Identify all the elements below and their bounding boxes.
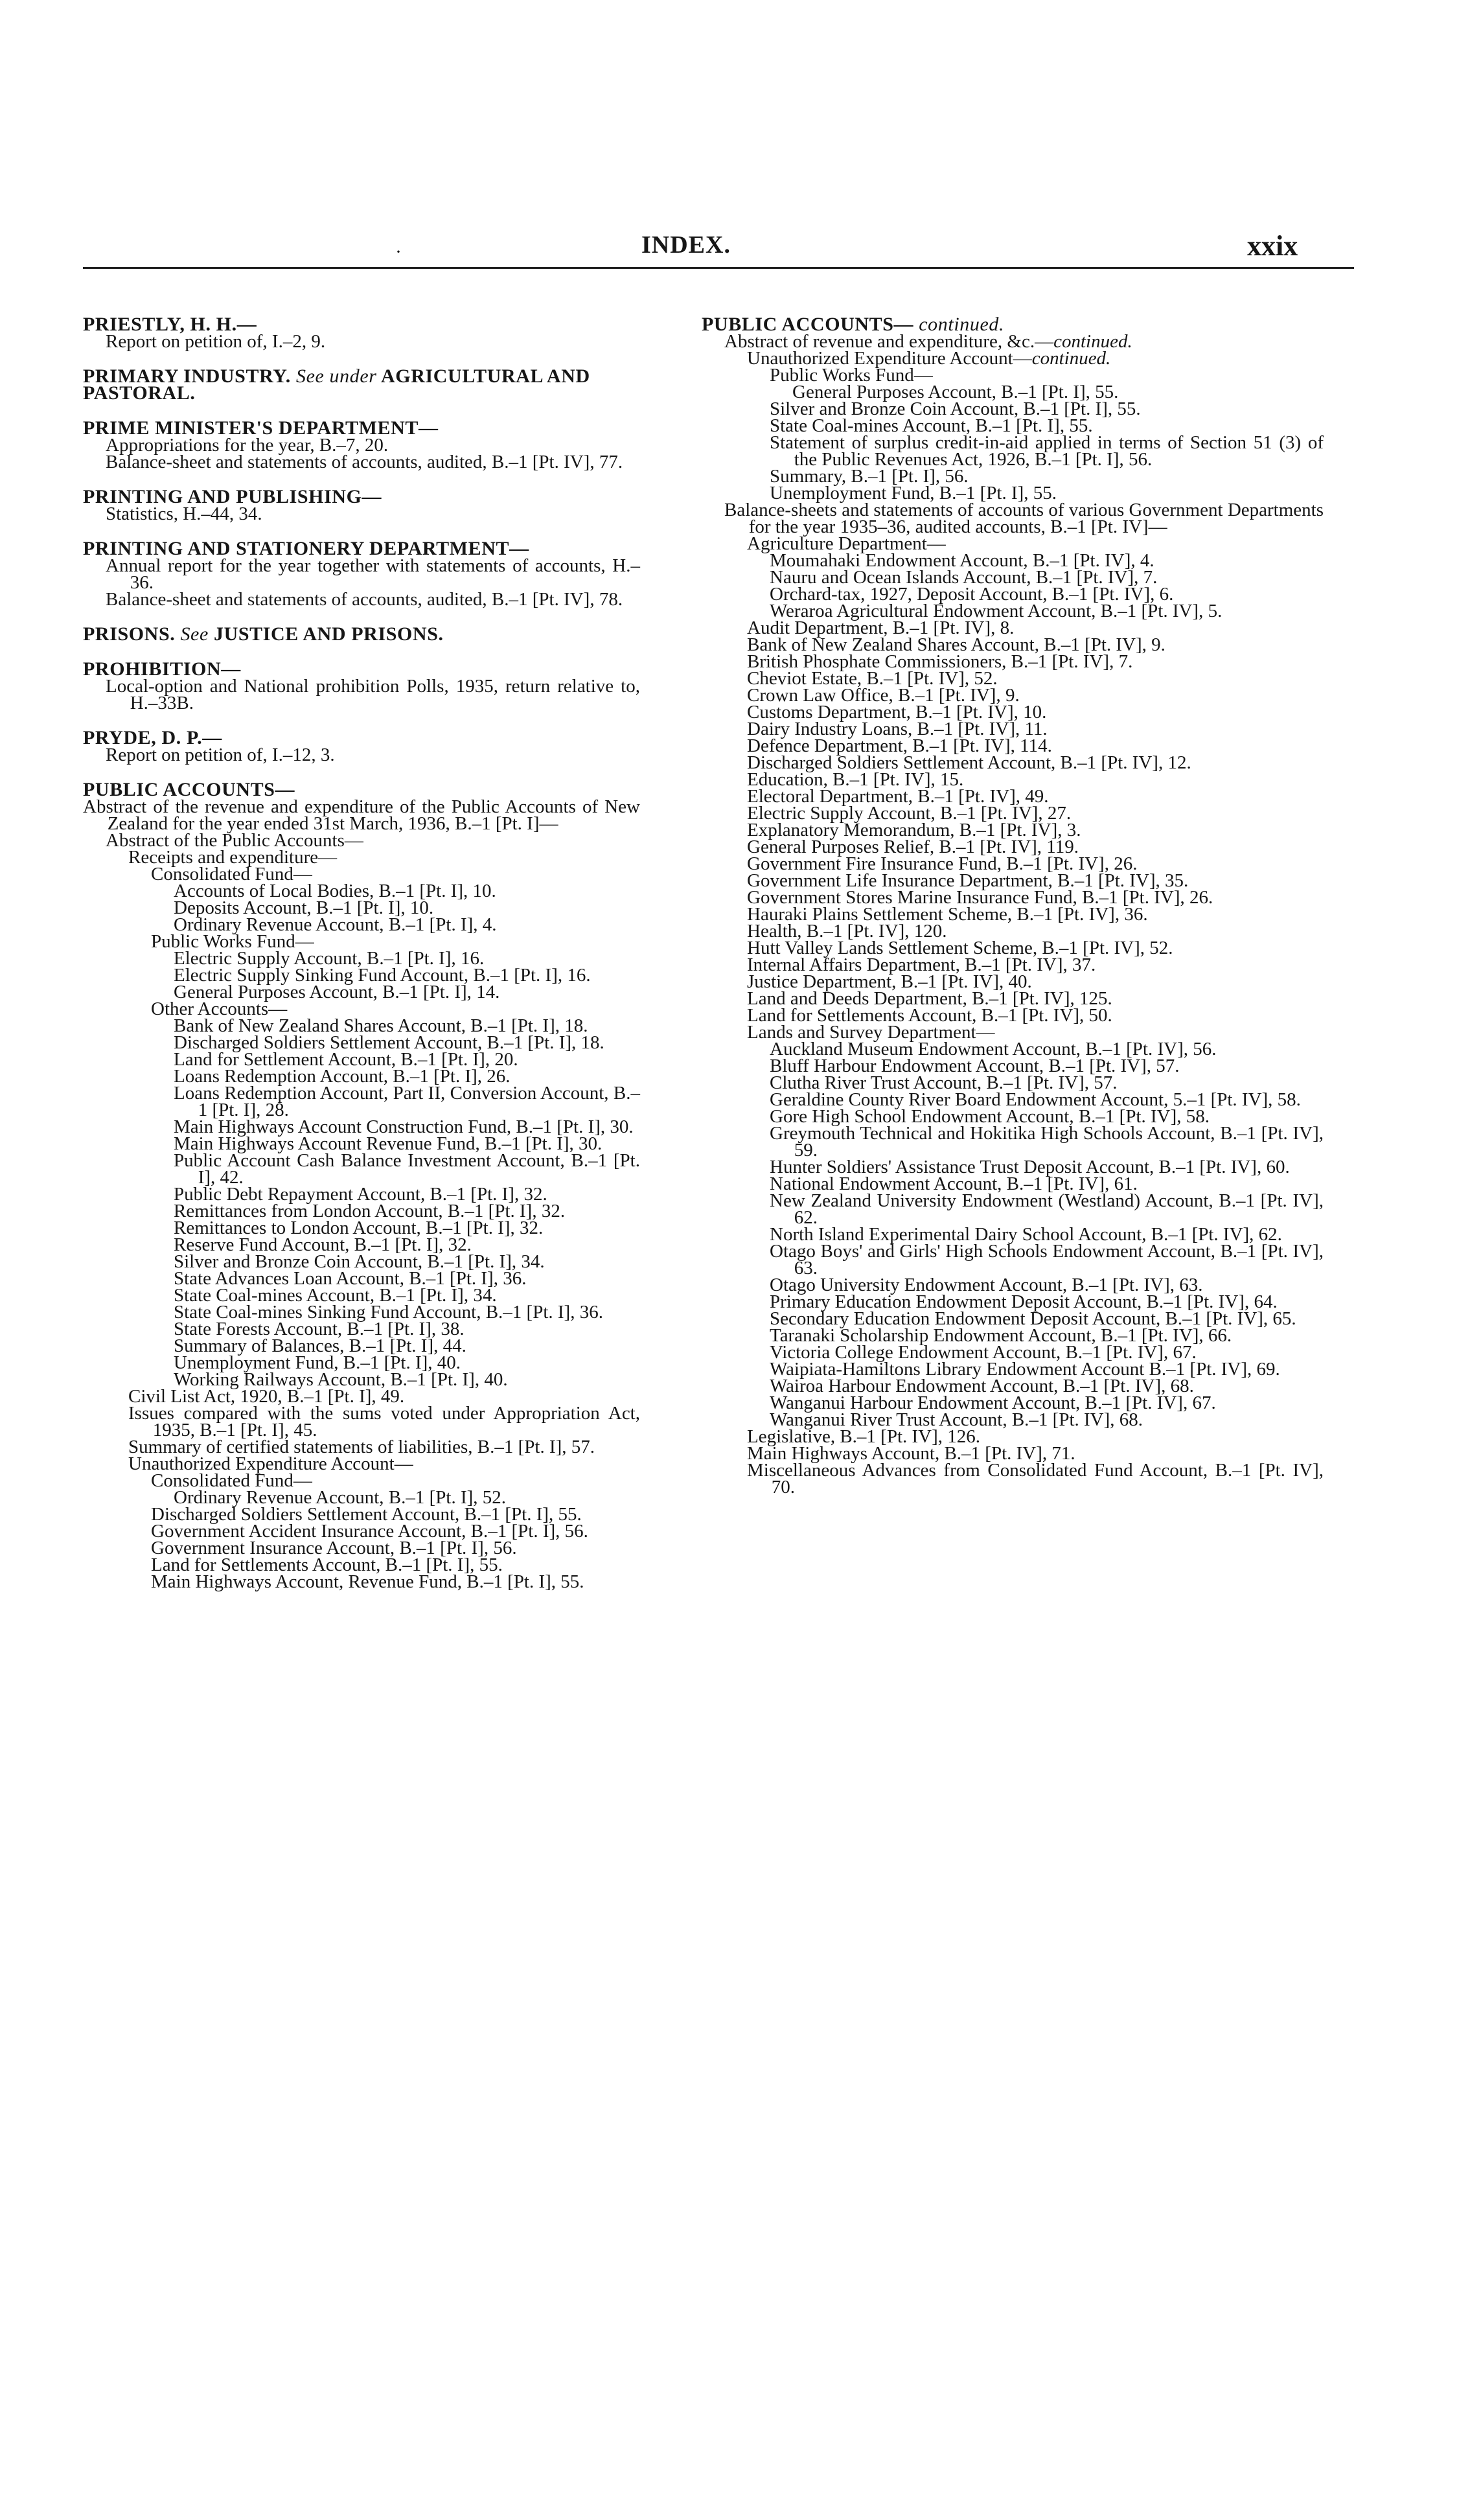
entry-text: Deposits Account, B.–1 [Pt. I], 10. — [174, 897, 434, 918]
entry-text: Bluff Harbour Endowment Account, B.–1 [Pt. IV], 57. — [770, 1056, 1180, 1076]
see-reference: continued. — [919, 314, 1005, 335]
entry-text: Hunter Soldiers' Assistance Trust Deposit Account, B.–1 [Pt. IV], 60. — [770, 1157, 1290, 1177]
index-entry — [770, 1243, 1324, 1277]
entry-text: Electoral Department, B.–1 [Pt. IV], 49. — [747, 786, 1049, 807]
entry-text: Loans Redemption Account, B.–1 [Pt. I], 26. — [174, 1066, 511, 1087]
entry-text: Government Life Insurance Department, B.–1 [Pt. IV], 35. — [747, 870, 1189, 891]
heading-reference: JUSTICE AND PRISONS. — [214, 623, 444, 645]
entry-text: New Zealand University Endowment (Westland) Account, B.–1 [Pt. IV], 62. — [770, 1190, 1324, 1228]
entry-text: Victoria College Endowment Account, B.–1 [Pt. IV], 67. — [770, 1342, 1197, 1363]
entry-text: Balance-sheets and statements of accounts of various Government Departments for the year 1935–36, audited accounts, B.–1 [Pt. IV]— — [724, 500, 1324, 537]
index-entry — [83, 798, 640, 832]
heading-text: PUBLIC ACCOUNTS— — [702, 314, 914, 335]
entry-text: Bank of New Zealand Shares Account, B.–1 [Pt. IV], 9. — [747, 634, 1165, 655]
see-reference: See — [180, 623, 209, 645]
entry-text: Main Highways Account Construction Fund, B.–1 [Pt. I], 30. — [174, 1116, 634, 1137]
entry-text: Balance-sheet and statements of accounts, audited, B.–1 [Pt. IV], 78. — [106, 589, 623, 610]
entry-text: Unemployment Fund, B.–1 [Pt. I], 55. — [770, 483, 1057, 503]
entry-text: Government Insurance Account, B.–1 [Pt. I], 56. — [151, 1538, 517, 1558]
index-entry — [747, 1462, 1324, 1496]
entry-text: Remittances from London Account, B.–1 [Pt. I], 32. — [174, 1201, 566, 1221]
entry-text: Reserve Fund Account, B.–1 [Pt. I], 32. — [174, 1234, 472, 1255]
heading-reference: AGRICULTURAL AND PASTORAL. — [83, 365, 590, 404]
entry-text: North Island Experimental Dairy School Account, B.–1 [Pt. IV], 62. — [770, 1224, 1282, 1245]
entry-text: Government Accident Insurance Account, B.–1 [Pt. I], 56. — [151, 1521, 588, 1542]
index-entry — [770, 1125, 1324, 1159]
entry-text: Ordinary Revenue Account, B.–1 [Pt. I], 52. — [174, 1487, 507, 1508]
heading-text: PUBLIC ACCOUNTS— — [83, 779, 295, 800]
entry-text: Otago University Endowment Account, B.–1 [Pt. IV], 63. — [770, 1275, 1203, 1295]
entry-text: Hauraki Plains Settlement Scheme, B.–1 [Pt. IV], 36. — [747, 904, 1148, 925]
heading-text: PRYDE, D. P.— — [83, 727, 222, 748]
entry-text: Abstract of the revenue and expenditure of the Public Accounts of New Zealand for the year ended 31st March, 1936, B.–1 [Pt. I]— — [83, 796, 640, 834]
entry-text: Ordinary Revenue Account, B.–1 [Pt. I], 4. — [174, 914, 497, 935]
entry-text: Education, B.–1 [Pt. IV], 15. — [747, 769, 964, 790]
see-reference: See under — [296, 365, 377, 387]
entry-text: Electric Supply Account, B.–1 [Pt. IV], 27. — [747, 803, 1072, 824]
entry-text: Electric Supply Account, B.–1 [Pt. I], 16. — [174, 948, 485, 969]
continued-note: continued. — [1053, 331, 1132, 352]
entry-text: Consolidated Fund— — [151, 1470, 312, 1491]
entry-text: State Coal-mines Account, B.–1 [Pt. I], 55. — [770, 415, 1093, 436]
entry-text: Nauru and Ocean Islands Account, B.–1 [Pt. IV], 7. — [770, 567, 1158, 588]
entry-text: Wairoa Harbour Endowment Account, B.–1 [Pt. IV], 68. — [770, 1376, 1194, 1396]
entry-text: State Coal-mines Account, B.–1 [Pt. I], 34. — [174, 1285, 497, 1306]
entry-text: Clutha River Trust Account, B.–1 [Pt. IV], 57. — [770, 1072, 1118, 1093]
index-entry — [106, 454, 640, 470]
entry-text: Summary of certified statements of liabilities, B.–1 [Pt. I], 57. — [128, 1437, 595, 1457]
entry-text: Statistics, H.–44, 34. — [106, 503, 262, 524]
entry-text: Cheviot Estate, B.–1 [Pt. IV], 52. — [747, 668, 998, 689]
entry-text: Bank of New Zealand Shares Account, B.–1 [Pt. I], 18. — [174, 1015, 588, 1036]
entry-text: Audit Department, B.–1 [Pt. IV], 8. — [747, 618, 1015, 638]
entry-text: Unemployment Fund, B.–1 [Pt. I], 40. — [174, 1352, 461, 1373]
heading-text: PRINTING AND PUBLISHING— — [83, 486, 382, 507]
entry-text: Agriculture Department— — [747, 533, 946, 554]
entry-text: Summary, B.–1 [Pt. I], 56. — [770, 466, 969, 487]
index-entry — [770, 434, 1324, 468]
page-number: xxix — [1247, 230, 1298, 262]
entry-text: Remittances to London Account, B.–1 [Pt. I], 32. — [174, 1218, 544, 1238]
entry-text: Wanganui Harbour Endowment Account, B.–1 [Pt. IV], 67. — [770, 1393, 1216, 1413]
entry-text: Main Highways Account Revenue Fund, B.–1 [Pt. I], 30. — [174, 1133, 603, 1154]
entry-text: Abstract of revenue and expenditure, &c.— — [724, 331, 1054, 352]
entry-text: Public Debt Repayment Account, B.–1 [Pt. I], 32. — [174, 1184, 547, 1205]
entry-text: Orchard-tax, 1927, Deposit Account, B.–1 [Pt. IV], 6. — [770, 584, 1174, 605]
heading-text: PROHIBITION— — [83, 658, 241, 680]
entry-text: Receipts and expenditure— — [128, 847, 338, 868]
index-entry — [106, 678, 640, 711]
index-entry — [106, 333, 640, 350]
entry-text: Public Account Cash Balance Investment Account, B.–1 [Pt. I], 42. — [174, 1150, 640, 1188]
entry-text: Civil List Act, 1920, B.–1 [Pt. I], 49. — [128, 1386, 405, 1407]
header-mark: · — [395, 241, 402, 262]
entry-text: Taranaki Scholarship Endowment Account, B.–1 [Pt. IV], 66. — [770, 1325, 1232, 1346]
index-column-right — [702, 316, 1324, 1496]
entry-text: Otago Boys' and Girls' High Schools Endowment Account, B.–1 [Pt. IV], 63. — [770, 1241, 1324, 1278]
index-entry — [770, 1192, 1324, 1226]
index-entry — [106, 746, 640, 763]
entry-text: Loans Redemption Account, Part II, Conversion Account, B.–1 [Pt. I], 28. — [174, 1083, 640, 1120]
entry-text: Health, B.–1 [Pt. IV], 120. — [747, 921, 947, 942]
entry-text: Weraroa Agricultural Endowment Account, B.–1 [Pt. IV], 5. — [770, 601, 1223, 621]
entry-text: Silver and Bronze Coin Account, B.–1 [Pt. I], 34. — [174, 1251, 545, 1272]
entry-text: General Purposes Relief, B.–1 [Pt. IV], 119. — [747, 837, 1079, 857]
entry-text: Land for Settlement Account, B.–1 [Pt. I], 20. — [174, 1049, 518, 1070]
entry-text: National Endowment Account, B.–1 [Pt. IV], 61. — [770, 1173, 1138, 1194]
index-entry — [151, 1573, 640, 1590]
entry-text: Miscellaneous Advances from Consolidated Fund Account, B.–1 [Pt. IV], 70. — [747, 1460, 1324, 1497]
entry-text: Dairy Industry Loans, B.–1 [Pt. IV], 11. — [747, 719, 1048, 739]
entry-text: Unauthorized Expenditure Account— — [128, 1453, 413, 1474]
entry-text: Land for Settlements Account, B.–1 [Pt. I], 55. — [151, 1555, 503, 1575]
index-entry — [174, 1152, 640, 1186]
index-entry — [174, 1085, 640, 1118]
entry-text: Discharged Soldiers Settlement Account, B.–1 [Pt. I], 18. — [174, 1032, 604, 1053]
index-entry — [106, 591, 640, 608]
entry-text: Crown Law Office, B.–1 [Pt. IV], 9. — [747, 685, 1020, 706]
entry-text: Electric Supply Sinking Fund Account, B.–1 [Pt. I], 16. — [174, 965, 591, 986]
header-rule — [83, 267, 1354, 269]
entry-text: Unauthorized Expenditure Account— — [747, 348, 1032, 369]
entry-text: Statement of surplus credit-in-aid applied in terms of Section 51 (3) of the Public Revenues Act, 1926, B.–1 [Pt. I], 56. — [770, 432, 1324, 470]
index-column-left — [83, 316, 640, 1590]
entry-text: Secondary Education Endowment Deposit Account, B.–1 [Pt. IV], 65. — [770, 1308, 1296, 1329]
entry-text: Customs Department, B.–1 [Pt. IV], 10. — [747, 702, 1047, 722]
entry-text: Lands and Survey Department— — [747, 1022, 995, 1043]
index-entry — [724, 502, 1324, 535]
continued-note: continued. — [1031, 348, 1111, 369]
entry-text: Other Accounts— — [151, 999, 288, 1019]
entry-text: Defence Department, B.–1 [Pt. IV], 114. — [747, 735, 1052, 756]
entry-text: Land and Deeds Department, B.–1 [Pt. IV], 125. — [747, 988, 1112, 1009]
entry-text: Government Stores Marine Insurance Fund, B.–1 [Pt. IV], 26. — [747, 887, 1213, 908]
entry-text: Main Highways Account, Revenue Fund, B.–1 [Pt. I], 55. — [151, 1571, 584, 1592]
index-heading — [83, 623, 640, 645]
entry-text: General Purposes Account, B.–1 [Pt. I], 14. — [174, 982, 500, 1002]
entry-text: Hutt Valley Lands Settlement Scheme, B.–1 [Pt. IV], 52. — [747, 938, 1173, 958]
entry-text: Accounts of Local Bodies, B.–1 [Pt. I], 10. — [174, 881, 496, 901]
heading-text: PRISONS. — [83, 623, 176, 645]
entry-text: Public Works Fund— — [151, 931, 314, 952]
heading-text: PRINTING AND STATIONERY DEPARTMENT— — [83, 538, 529, 559]
entry-text: Government Fire Insurance Fund, B.–1 [Pt. IV], 26. — [747, 853, 1138, 874]
entry-text: State Advances Loan Account, B.–1 [Pt. I], 36. — [174, 1268, 527, 1289]
heading-text: PRIMARY INDUSTRY. — [83, 365, 291, 387]
entry-text: Auckland Museum Endowment Account, B.–1 [Pt. IV], 56. — [770, 1039, 1217, 1059]
entry-text: Local-option and National prohibition Polls, 1935, return relative to, H.–33B. — [106, 676, 640, 713]
entry-text: Moumahaki Endowment Account, B.–1 [Pt. IV], 4. — [770, 550, 1154, 571]
index-entry — [106, 557, 640, 591]
entry-text: Abstract of the Public Accounts— — [106, 830, 363, 851]
entry-text: Annual report for the year together with statements of accounts, H.–36. — [106, 555, 640, 593]
entry-text: Land for Settlements Account, B.–1 [Pt. IV], 50. — [747, 1005, 1112, 1026]
entry-text: Silver and Bronze Coin Account, B.–1 [Pt. I], 55. — [770, 399, 1141, 419]
entry-text: Internal Affairs Department, B.–1 [Pt. IV], 37. — [747, 954, 1096, 975]
entry-text: Justice Department, B.–1 [Pt. IV], 40. — [747, 971, 1032, 992]
entry-text: Issues compared with the sums voted under Appropriation Act, 1935, B.–1 [Pt. I], 45. — [128, 1403, 640, 1440]
entry-text: Appropriations for the year, B.–7, 20. — [106, 435, 389, 456]
index-heading — [83, 365, 640, 404]
entry-text: Waipiata-Hamiltons Library Endowment Account B.–1 [Pt. IV], 69. — [770, 1359, 1280, 1380]
entry-text: Primary Education Endowment Deposit Account, B.–1 [Pt. IV], 64. — [770, 1291, 1278, 1312]
entry-text: Balance-sheet and statements of accounts, audited, B.–1 [Pt. IV], 77. — [106, 452, 623, 472]
entry-text: State Forests Account, B.–1 [Pt. I], 38. — [174, 1319, 465, 1339]
entry-text: Geraldine County River Board Endowment Account, 5.–1 [Pt. IV], 58. — [770, 1089, 1301, 1110]
entry-text: Discharged Soldiers Settlement Account, B.–1 [Pt. I], 55. — [151, 1504, 582, 1525]
entry-text: Main Highways Account, B.–1 [Pt. IV], 71. — [747, 1443, 1075, 1464]
heading-text: PRIESTLY, H. H.— — [83, 314, 257, 335]
entry-text: State Coal-mines Sinking Fund Account, B.–1 [Pt. I], 36. — [174, 1302, 603, 1323]
entry-text: Legislative, B.–1 [Pt. IV], 126. — [747, 1426, 981, 1447]
entry-text: Report on petition of, I.–2, 9. — [106, 331, 326, 352]
heading-text: PRIME MINISTER'S DEPARTMENT— — [83, 417, 439, 439]
entry-text: Consolidated Fund— — [151, 864, 312, 884]
entry-text: Discharged Soldiers Settlement Account, B.–1 [Pt. IV], 12. — [747, 752, 1191, 773]
entry-text: Greymouth Technical and Hokitika High Schools Account, B.–1 [Pt. IV], 59. — [770, 1123, 1324, 1161]
entry-text: Explanatory Memorandum, B.–1 [Pt. IV], 3. — [747, 820, 1081, 840]
entry-text: Working Railways Account, B.–1 [Pt. I], 40. — [174, 1369, 508, 1390]
index-entry — [106, 505, 640, 522]
entry-text: British Phosphate Commissioners, B.–1 [Pt. IV], 7. — [747, 651, 1133, 672]
entry-text: Gore High School Endowment Account, B.–1 [Pt. IV], 58. — [770, 1106, 1210, 1127]
entry-text: Report on petition of, I.–12, 3. — [106, 745, 335, 765]
page-title: INDEX. — [641, 231, 731, 259]
entry-text: Public Works Fund— — [770, 365, 933, 386]
entry-text: General Purposes Account, B.–1 [Pt. I], 55. — [792, 382, 1119, 402]
entry-text: Summary of Balances, B.–1 [Pt. I], 44. — [174, 1335, 466, 1356]
entry-text: Wanganui River Trust Account, B.–1 [Pt. IV], 68. — [770, 1409, 1143, 1430]
index-entry — [128, 1405, 640, 1439]
